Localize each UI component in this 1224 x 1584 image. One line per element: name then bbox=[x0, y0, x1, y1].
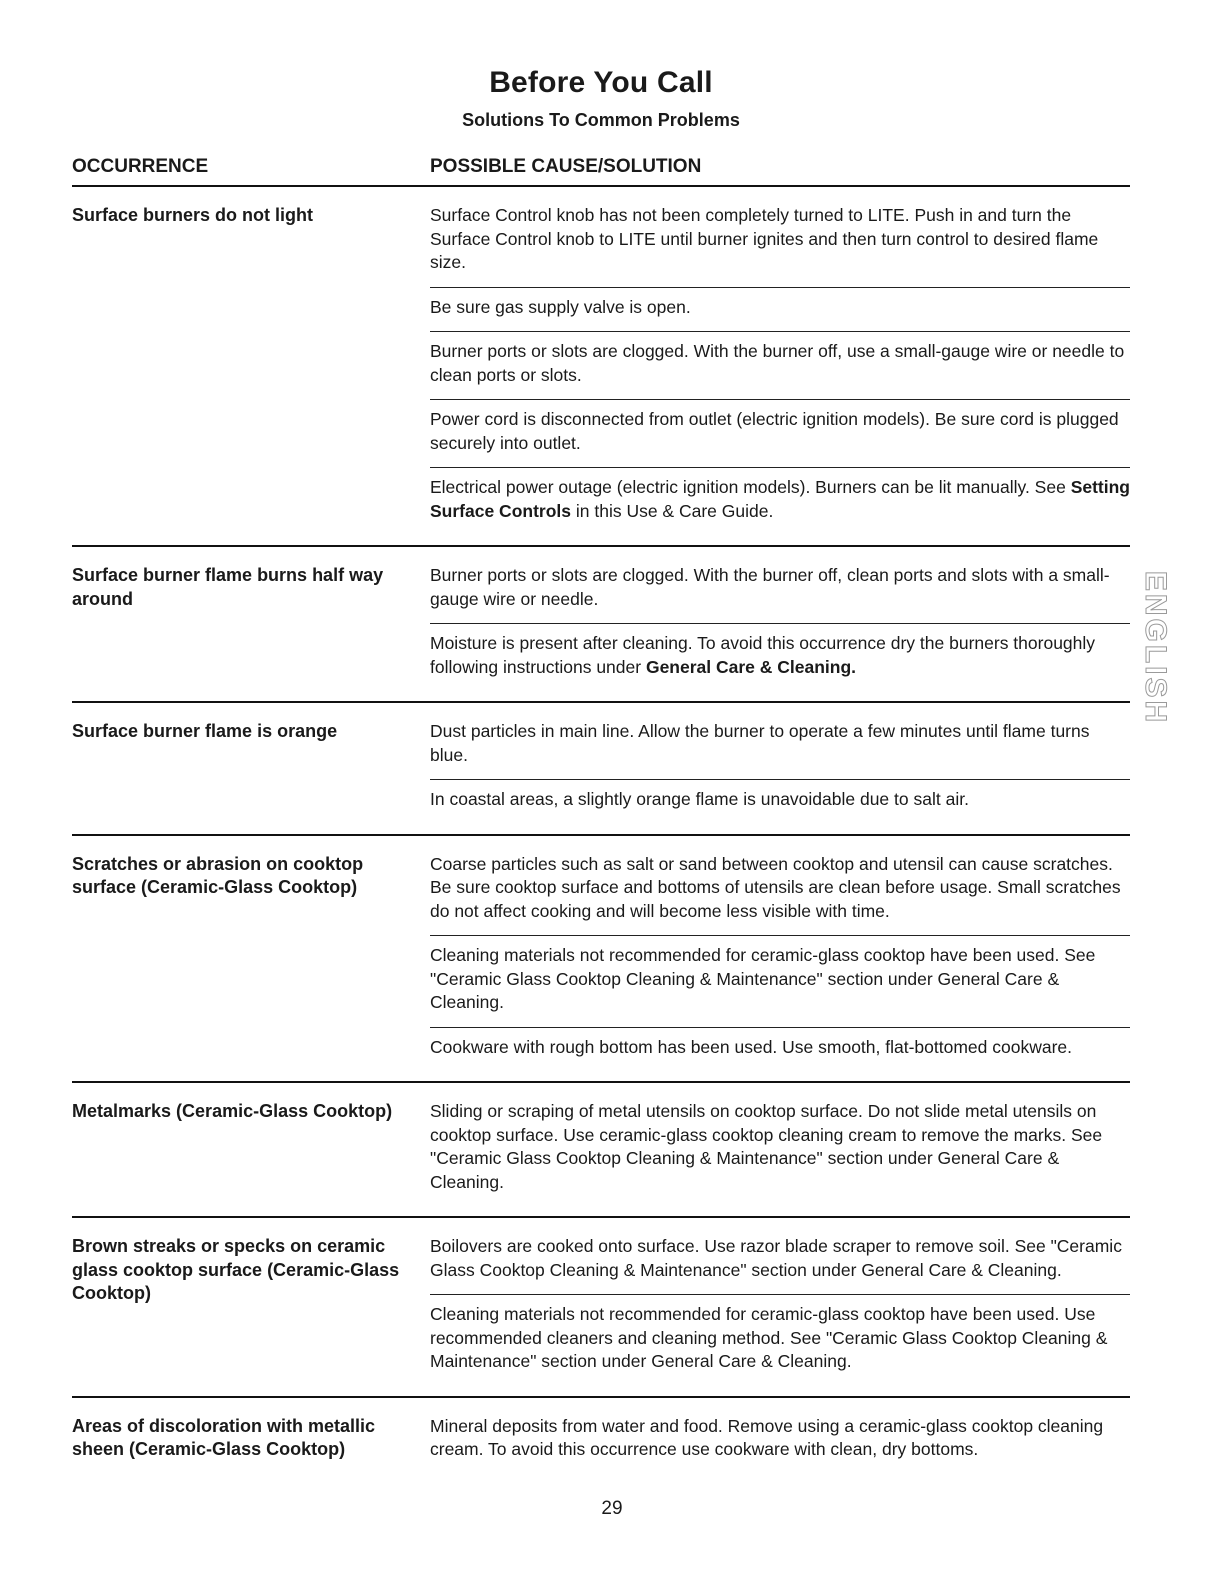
table-row bbox=[72, 545, 1130, 701]
solution-item bbox=[430, 853, 1130, 936]
solutions-cell bbox=[430, 1415, 1130, 1474]
solution-item bbox=[430, 1100, 1130, 1206]
occurrence-cell: Metalmarks (Ceramic-Glass Cooktop) bbox=[72, 1101, 393, 1121]
table-row bbox=[72, 1081, 1130, 1216]
solution-text: Cookware with rough bottom has been used. Use smooth, flat-bottomed cookware. bbox=[430, 1036, 1073, 1057]
solution-item bbox=[430, 779, 1130, 824]
page-subtitle: Solutions To Common Problems bbox=[462, 110, 740, 130]
occurrence-cell: Brown streaks or specks on ceramic glass cooktop surface (Ceramic-Glass Cooktop) bbox=[72, 1236, 400, 1303]
solution-text: Mineral deposits from water and food. Remove using a ceramic-glass cooktop cleaning cream. To avoid this occurrence use cookware with clean, dry bottoms. bbox=[430, 1415, 1104, 1459]
solution-item bbox=[430, 399, 1130, 467]
solution-item bbox=[430, 1415, 1130, 1474]
table-row bbox=[72, 834, 1130, 1082]
solution-item bbox=[430, 287, 1130, 332]
side-tab-label: ENGLISH bbox=[1139, 570, 1172, 726]
solution-bold-ref: General Care & Cleaning. bbox=[645, 656, 857, 677]
solution-item bbox=[430, 467, 1130, 535]
solutions-cell bbox=[430, 853, 1130, 1072]
occurrence-cell: Surface burner flame is orange bbox=[72, 721, 338, 741]
column-header-occurrence: OCCURRENCE bbox=[72, 156, 209, 177]
solution-text: Boilovers are cooked onto surface. Use razor blade scraper to remove soil. See "Ceramic Glass Cooktop Cleaning & Maintenance" section under General Care & Cleaning. bbox=[430, 1236, 1122, 1280]
solution-text: Electrical power outage (electric ignition models). Burners can be lit manually. See bbox=[430, 477, 1071, 497]
solution-item bbox=[430, 204, 1130, 287]
solution-text: Cleaning materials not recommended for ceramic-glass cooktop have been used. See "Ceramic Glass Cooktop Cleaning & Maintenance" section under General Care & Cleaning. bbox=[430, 945, 1096, 1012]
table-row bbox=[72, 701, 1130, 834]
solution-item bbox=[430, 1294, 1130, 1386]
solution-text: Sliding or scraping of metal utensils on cooktop surface. Do not slide metal utensils on cooktop surface. Use ceramic-glass cooktop cleaning cream to remove the marks. See "Ceramic Glass Cooktop Cleaning & Maintenance" section under General Care & Cleaning. bbox=[430, 1101, 1103, 1192]
occurrence-cell: Areas of discoloration with metallic sheen (Ceramic-Glass Cooktop) bbox=[72, 1415, 376, 1459]
solution-item bbox=[430, 935, 1130, 1027]
solution-item bbox=[430, 1235, 1130, 1294]
solutions-cell bbox=[430, 720, 1130, 824]
solutions-cell bbox=[430, 1100, 1130, 1206]
table-row bbox=[72, 1396, 1130, 1484]
solution-text: Be sure gas supply valve is open. bbox=[430, 296, 691, 317]
column-header-solution: POSSIBLE CAUSE/SOLUTION bbox=[430, 156, 702, 177]
solution-text: Moisture is present after cleaning. To avoid this occurrence dry the burners thoroughly following instructions under bbox=[430, 633, 1096, 677]
language-side-tab bbox=[1138, 570, 1172, 726]
table-row bbox=[72, 185, 1130, 545]
solution-item bbox=[430, 623, 1130, 691]
occurrence-cell: Scratches or abrasion on cooktop surface (Ceramic-Glass Cooktop) bbox=[72, 853, 364, 897]
solution-text: In coastal areas, a slightly orange flame is unavoidable due to salt air. bbox=[430, 789, 969, 809]
troubleshooting-table bbox=[72, 185, 1130, 1484]
solution-text-tail: in this Use & Care Guide. bbox=[571, 500, 774, 521]
solution-bold-ref: Setting Surface Controls bbox=[430, 477, 1130, 521]
solutions-cell bbox=[430, 204, 1130, 535]
table-row bbox=[72, 1216, 1130, 1396]
page-title: Before You Call bbox=[489, 66, 713, 99]
solution-text: Burner ports or slots are clogged. With the burner off, clean ports and slots with a small-gauge wire or needle. bbox=[430, 565, 1110, 609]
occurrence-cell: Surface burners do not light bbox=[72, 205, 314, 225]
solution-text: Dust particles in main line. Allow the burner to operate a few minutes until flame turns blue. bbox=[430, 721, 1090, 765]
occurrence-cell: Surface burner flame burns half way around bbox=[72, 565, 384, 609]
solution-text: Power cord is disconnected from outlet (electric ignition models). Be sure cord is plugged securely into outlet. bbox=[430, 409, 1119, 453]
solutions-cell bbox=[430, 564, 1130, 691]
solution-item bbox=[430, 1027, 1130, 1072]
solution-item bbox=[430, 331, 1130, 399]
solution-text: Burner ports or slots are clogged. With the burner off, use a small-gauge wire or needle to clean ports or slots. bbox=[430, 341, 1125, 385]
solution-text: Coarse particles such as salt or sand between cooktop and utensil can cause scratches. Be sure cooktop surface and bottoms of utensils are clean before usage. Small scratches do not affect cooking and will become less visible with time. bbox=[430, 853, 1121, 921]
solution-text: Cleaning materials not recommended for ceramic-glass cooktop have been used. Use recommended cleaners and cleaning method. See "Ceramic Glass Cooktop Cleaning & Maintenance" section under General Care & Cleaning. bbox=[430, 1304, 1108, 1371]
solution-item bbox=[430, 564, 1130, 623]
page-number: 29 bbox=[601, 1498, 623, 1519]
solution-item bbox=[430, 720, 1130, 779]
solutions-cell bbox=[430, 1235, 1130, 1386]
solution-text: Surface Control knob has not been completely turned to LITE. Push in and turn the Surface Control knob to LITE until burner ignites and then turn control to desired flame size. bbox=[430, 205, 1099, 272]
